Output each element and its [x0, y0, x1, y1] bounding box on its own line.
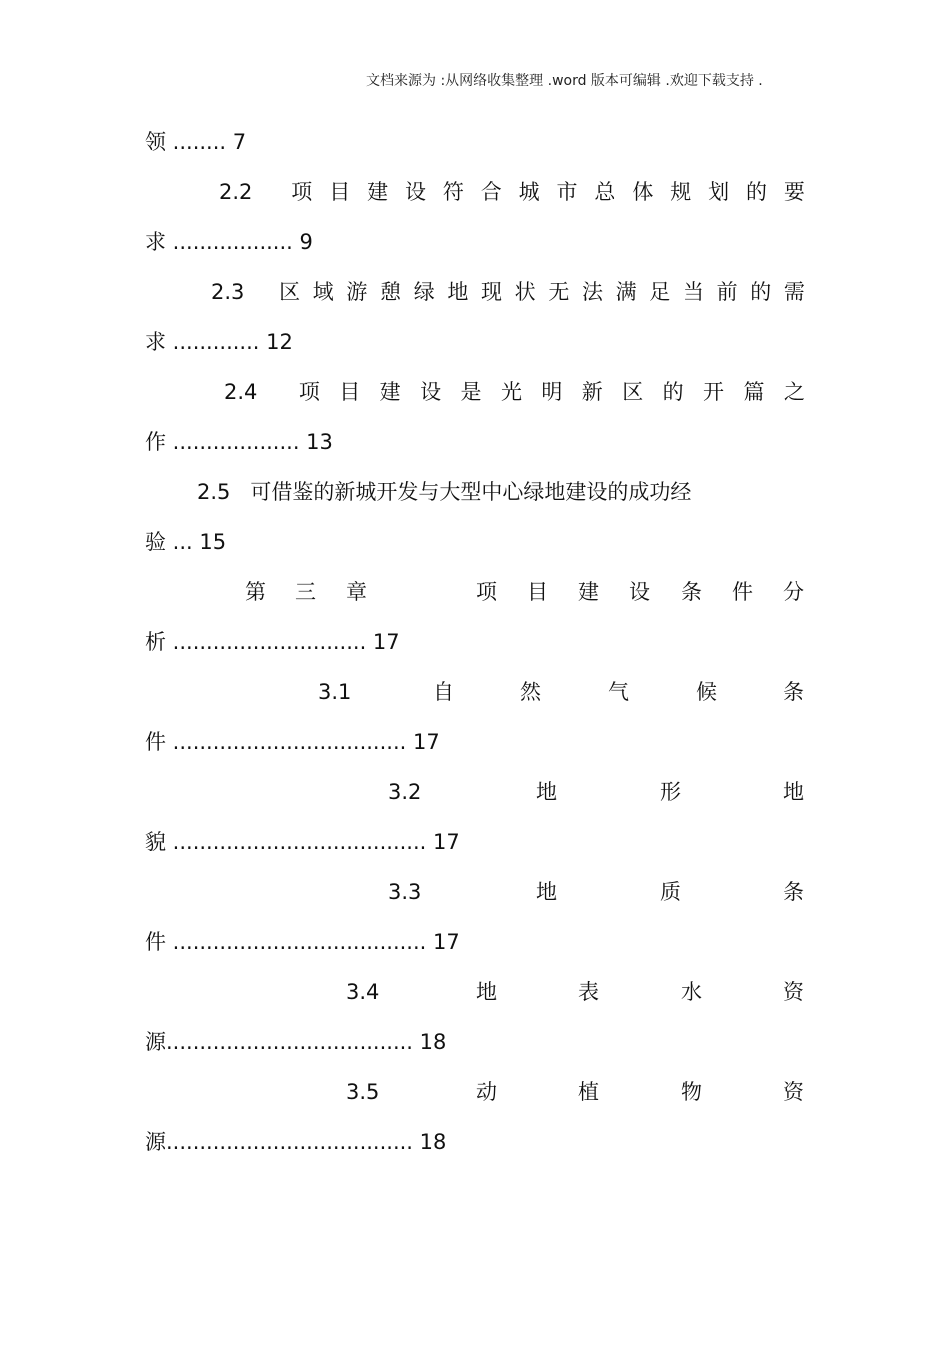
toc-text-char: 地: [536, 880, 557, 904]
toc-text-char: 区: [622, 380, 644, 404]
toc-text-char: 水: [681, 980, 702, 1004]
toc-text-char: 气: [608, 680, 629, 704]
toc-text-char: 城: [518, 180, 540, 204]
toc-text-char: 章: [346, 580, 367, 604]
toc-tail-line: 件 ...................................... 17: [145, 930, 460, 954]
toc-text-char: 足: [649, 280, 671, 304]
toc-text-char: 总: [594, 180, 616, 204]
toc-text-char: 域: [312, 280, 334, 304]
toc-entry-3-3[interactable]: [145, 874, 805, 910]
toc-tail-line: 貌 ...................................... 17: [145, 830, 460, 854]
toc-text-char: 项: [476, 580, 497, 604]
toc-text-char: 光: [500, 380, 522, 404]
toc-text-char: 件: [732, 580, 753, 604]
toc-text-char: 地: [447, 280, 469, 304]
toc-text-char: 植: [578, 1080, 599, 1104]
toc-text-char: 设: [404, 180, 426, 204]
toc-text-char: 物: [681, 1080, 702, 1104]
toc-text-char: 符: [442, 180, 464, 204]
toc-text-char: 地: [783, 780, 804, 804]
toc-text-char: 候: [696, 680, 717, 704]
toc-text-char: 是: [460, 380, 482, 404]
toc-text-char: 目: [329, 180, 351, 204]
section-title: 可借鉴的新城开发与大型中心绿地建设的成功经: [250, 480, 692, 504]
section-number: 3.1: [318, 680, 352, 704]
toc-tail-line: 领 ........ 7: [145, 130, 247, 154]
toc-text-char: 建: [379, 380, 401, 404]
toc-text-char: 分: [783, 580, 804, 604]
toc-tail-line: 源..................................... 18: [145, 1030, 447, 1054]
toc-text-char: 条: [783, 880, 804, 904]
toc-text-char: 合: [480, 180, 502, 204]
toc-text-char: 条: [681, 580, 702, 604]
toc-text-char: 需: [783, 280, 805, 304]
page-header-note: 文档来源为 :从网络收集整理 .word 版本可编辑 .欢迎下载支持 .: [366, 73, 763, 89]
toc-text-char: 前: [716, 280, 738, 304]
toc-text-char: 三: [295, 580, 316, 604]
toc-text-char: 区: [279, 280, 301, 304]
toc-text-char: 篇: [743, 380, 765, 404]
section-number: 2.4: [224, 380, 258, 404]
toc-text-char: 之: [783, 380, 805, 404]
section-number: 2.3: [211, 280, 245, 304]
toc-tail-line: 作 ................... 13: [145, 430, 333, 454]
section-number: 3.5: [346, 1080, 380, 1104]
toc-entry-2-5[interactable]: [197, 474, 805, 510]
toc-text-char: 游: [346, 280, 368, 304]
toc-text-char: 的: [750, 280, 772, 304]
toc-text-char: 满: [615, 280, 637, 304]
toc-entry-2-4[interactable]: [224, 374, 805, 410]
section-number: 2.5: [197, 480, 231, 504]
toc-text-char: 动: [476, 1080, 497, 1104]
toc-chapter-3[interactable]: [145, 574, 805, 610]
toc-text-char: 目: [527, 580, 548, 604]
toc-text-char: 憩: [380, 280, 402, 304]
toc-text-char: 资: [783, 1080, 804, 1104]
toc-text-char: 要: [783, 180, 805, 204]
toc-text-char: 建: [367, 180, 389, 204]
toc-text-char: 的: [662, 380, 684, 404]
toc-tail-line: 源..................................... 18: [145, 1130, 447, 1154]
toc-text-char: 明: [541, 380, 563, 404]
toc-text-char: 项: [298, 380, 320, 404]
toc-text-char: 第: [245, 580, 266, 604]
toc-tail-line: 求 ............. 12: [145, 330, 293, 354]
toc-tail-line: 验 ... 15: [145, 530, 227, 554]
toc-text-char: 的: [745, 180, 767, 204]
toc-text-char: 市: [556, 180, 578, 204]
toc-text-char: 绿: [413, 280, 435, 304]
table-of-contents: [145, 120, 805, 1180]
toc-entry-2-2[interactable]: [219, 174, 805, 210]
toc-entry-3-1[interactable]: [145, 674, 805, 710]
toc-entry-3-2[interactable]: [145, 774, 805, 810]
toc-tail-line: 求 .................. 9: [145, 230, 313, 254]
toc-text-char: 状: [514, 280, 536, 304]
toc-text-char: 设: [420, 380, 442, 404]
toc-entry-3-4[interactable]: [145, 974, 805, 1010]
toc-text-char: 新: [581, 380, 603, 404]
section-number: 3.3: [388, 880, 422, 904]
toc-text-char: 表: [578, 980, 599, 1004]
toc-text-char: 当: [682, 280, 704, 304]
toc-text-char: 划: [708, 180, 730, 204]
toc-text-char: 地: [536, 780, 557, 804]
toc-text-char: 自: [433, 680, 454, 704]
section-number: 3.4: [346, 980, 380, 1004]
toc-text-char: 开: [703, 380, 725, 404]
toc-text-char: 目: [339, 380, 361, 404]
section-number: 3.2: [388, 780, 422, 804]
toc-text-char: 形: [660, 780, 681, 804]
toc-text-char: 无: [548, 280, 570, 304]
toc-text-char: 质: [660, 880, 681, 904]
toc-text-char: 现: [481, 280, 502, 304]
toc-text-char: 体: [632, 180, 654, 204]
toc-tail-line: 件 ................................... 17: [145, 730, 440, 754]
toc-text-char: 建: [578, 580, 599, 604]
toc-text-char: 项: [291, 180, 313, 204]
toc-text-char: 设: [629, 580, 650, 604]
toc-tail-line: 析 ............................. 17: [145, 630, 400, 654]
toc-text-char: 规: [670, 180, 692, 204]
toc-text-char: 地: [476, 980, 497, 1004]
toc-text-char: 条: [783, 680, 804, 704]
toc-text-char: 法: [581, 280, 603, 304]
toc-text-char: 资: [783, 980, 804, 1004]
toc-entry-3-5[interactable]: [145, 1074, 805, 1110]
section-number: 2.2: [219, 180, 253, 204]
toc-entry-2-3[interactable]: [211, 274, 805, 310]
toc-text-char: 然: [520, 680, 541, 704]
